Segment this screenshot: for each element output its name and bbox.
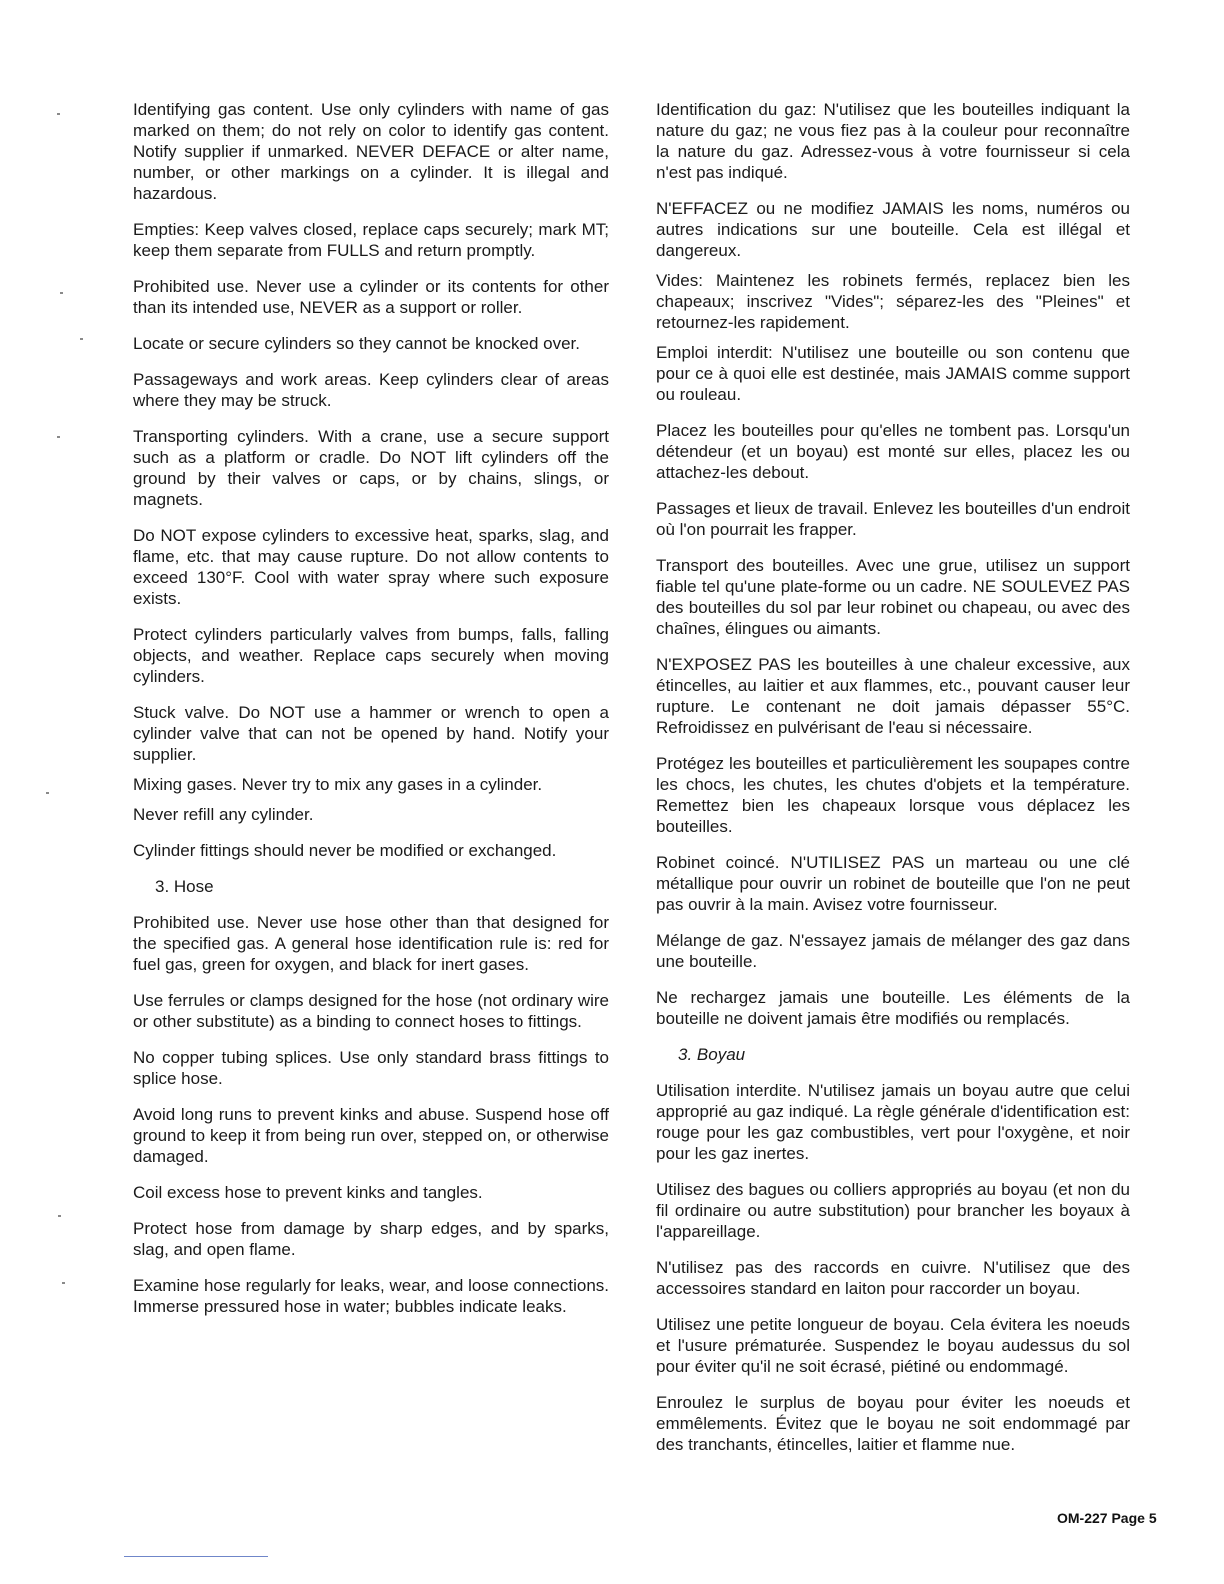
scan-speck xyxy=(80,338,83,340)
paragraph-hose-ferrules: Use ferrules or clamps designed for the hose (not ordinary wire or other substitute) as a binding to connect hoses to fittings. xyxy=(133,991,609,1031)
paragraph-hose-examine: Examine hose regularly for leaks, wear, and loose connections. Immerse pressured hose in water; bubbles indicate leaks. xyxy=(133,1276,609,1316)
paragraph-boyau-raccords: N'utilisez pas des raccords en cuivre. N'utilisez que des accessoires standard en laiton pour raccorder un boyau. xyxy=(656,1258,1130,1298)
paragraph-transport: Transport des bouteilles. Avec une grue, utilisez un support fiable tel qu'une plate-forme ou un cadre. NE SOULEVEZ PAS des bouteilles du sol par leur robinet ou chapeau, ou avec des chaînes, élingues ou aimants. xyxy=(656,556,1130,638)
paragraph-melange: Mélange de gaz. N'essayez jamais de mélanger des gaz dans une bouteille. xyxy=(656,931,1130,971)
scan-speck xyxy=(57,436,60,438)
scan-speck xyxy=(58,1215,61,1217)
paragraph-boyau-bagues: Utilisez des bagues ou colliers appropriés au boyau (et non du fil ordinaire ou autre substitution) pour brancher les boyaux à l'appareillage. xyxy=(656,1180,1130,1241)
scan-speck xyxy=(60,292,63,294)
bottom-left-rule xyxy=(124,1556,268,1557)
paragraph-hose-protect: Protect hose from damage by sharp edges, and by sparks, slag, and open flame. xyxy=(133,1219,609,1259)
scan-speck xyxy=(62,1282,65,1284)
page-number-label: OM-227 Page 5 xyxy=(1057,1510,1157,1526)
left-column-english xyxy=(133,99,609,1332)
paragraph-robinet-coince: Robinet coincé. N'UTILISEZ PAS un marteau ou une clé métallique pour ouvrir un robinet de bouteille que l'on ne peut pas ouvrir à la main. Avisez votre fournisseur. xyxy=(656,853,1130,914)
paragraph-empties: Empties: Keep valves closed, replace caps securely; mark MT; keep them separate from FULLS and return promptly. xyxy=(133,220,609,260)
paragraph-identification-gaz: Identification du gaz: N'utilisez que les bouteilles indiquant la nature du gaz; ne vous fiez pas à la couleur pour reconnaître la nature du gaz. Adressez-vous à votre fournisseur si cela n'est pas indiqué. xyxy=(656,100,1130,182)
paragraph-effacez: N'EFFACEZ ou ne modifiez JAMAIS les noms, numéros ou autres indications sur une bouteille. Cela est illégal et dangereux. xyxy=(656,199,1130,260)
right-column-french xyxy=(656,99,1130,1470)
paragraph-protegez: Protégez les bouteilles et particulièrement les soupapes contre les chocs, les chutes, les chutes d'objets et la température. Remettez bien les chapeaux lorsque vous déplacez les bouteilles. xyxy=(656,754,1130,836)
paragraph-boyau-enroulez: Enroulez le surplus de boyau pour éviter les noeuds et emmêlements. Évitez que le boyau ne soit endommagé par des tranchants, étincelles, laitier et flamme nue. xyxy=(656,1393,1130,1454)
scan-speck xyxy=(46,792,49,794)
paragraph-boyau-utilisation: Utilisation interdite. N'utilisez jamais un boyau autre que celui approprié au gaz indiqué. La règle générale d'identification est: rouge pour les gaz combustibles, vert pour l'oxygène, et noir pour les gaz inertes. xyxy=(656,1081,1130,1163)
paragraph-emploi-interdit: Emploi interdit: N'utilisez une bouteille ou son contenu que pour ce à quoi elle est destinée, mais JAMAIS comme support ou rouleau. xyxy=(656,343,1130,404)
paragraph-hose-copper: No copper tubing splices. Use only standard brass fittings to splice hose. xyxy=(133,1048,609,1088)
paragraph-hose-prohibited: Prohibited use. Never use hose other than that designed for the specified gas. A general hose identification rule is: red for fuel gas, green for oxygen, and black for inert gases. xyxy=(133,913,609,974)
paragraph-locate-secure: Locate or secure cylinders so they cannot be knocked over. xyxy=(133,334,580,353)
section-heading-hose: 3. Hose xyxy=(155,877,214,896)
paragraph-passages: Passages et lieux de travail. Enlevez les bouteilles d'un endroit où l'on pourrait les frapper. xyxy=(656,499,1130,539)
paragraph-hose-long-runs: Avoid long runs to prevent kinks and abuse. Suspend hose off ground to keep it from being run over, stepped on, or otherwise damaged. xyxy=(133,1105,609,1166)
paragraph-transporting: Transporting cylinders. With a crane, use a secure support such as a platform or cradle. Do NOT lift cylinders off the ground by their valves or caps, or by chains, slings, or magnets. xyxy=(133,427,609,509)
paragraph-passageways: Passageways and work areas. Keep cylinders clear of areas where they may be struck. xyxy=(133,370,609,410)
paragraph-mixing-gases: Mixing gases. Never try to mix any gases in a cylinder. xyxy=(133,775,543,794)
paragraph-vides: Vides: Maintenez les robinets fermés, replacez bien les chapeaux; inscrivez "Vides"; séparez-les des "Pleines" et retournez-les rapidement. xyxy=(656,271,1130,332)
paragraph-boyau-longueur: Utilisez une petite longueur de boyau. Cela évitera les noeuds et l'usure prématurée. Suspendez le boyau audessus du sol pour éviter qu'il ne soit écrasé, piétiné ou endommagé. xyxy=(656,1315,1130,1376)
paragraph-never-refill: Never refill any cylinder. xyxy=(133,805,314,824)
scan-speck xyxy=(57,113,60,115)
paragraph-exposez: N'EXPOSEZ PAS les bouteilles à une chaleur excessive, aux étincelles, au laitier et aux flammes, etc., pouvant causer leur rupture. Le contenant ne doit jamais dépasser 55°C. Refroidissez en pulvérisant de l'eau si nécessaire. xyxy=(656,655,1130,737)
paragraph-stuck-valve: Stuck valve. Do NOT use a hammer or wrench to open a cylinder valve that can not be opened by hand. Notify your supplier. xyxy=(133,703,609,764)
paragraph-ne-rechargez: Ne rechargez jamais une bouteille. Les éléments de la bouteille ne doivent jamais être modifiés ou remplacés. xyxy=(656,988,1130,1028)
paragraph-placez: Placez les bouteilles pour qu'elles ne tombent pas. Lorsqu'un détendeur (et un boyau) est monté sur elles, placez les ou attachez-les debout. xyxy=(656,421,1130,482)
paragraph-heat-exposure: Do NOT expose cylinders to excessive heat, sparks, slag, and flame, etc. that may cause rupture. Do not allow contents to exceed 130°F. Cool with water spray where such exposure exists. xyxy=(133,526,609,608)
paragraph-protect-cylinders: Protect cylinders particularly valves from bumps, falls, falling objects, and weather. Replace caps securely when moving cylinders. xyxy=(133,625,609,686)
paragraph-fittings: Cylinder fittings should never be modified or exchanged. xyxy=(133,841,557,860)
paragraph-prohibited-use: Prohibited use. Never use a cylinder or its contents for other than its intended use, NEVER as a support or roller. xyxy=(133,277,609,317)
paragraph-hose-coil: Coil excess hose to prevent kinks and tangles. xyxy=(133,1183,483,1202)
section-heading-boyau: 3. Boyau xyxy=(678,1045,746,1064)
paragraph-identifying-gas: Identifying gas content. Use only cylinders with name of gas marked on them; do not rely on color to identify gas content. Notify supplier if unmarked. NEVER DEFACE or alter name, number, or other markings on a cylinder. It is illegal and hazardous. xyxy=(133,100,609,203)
